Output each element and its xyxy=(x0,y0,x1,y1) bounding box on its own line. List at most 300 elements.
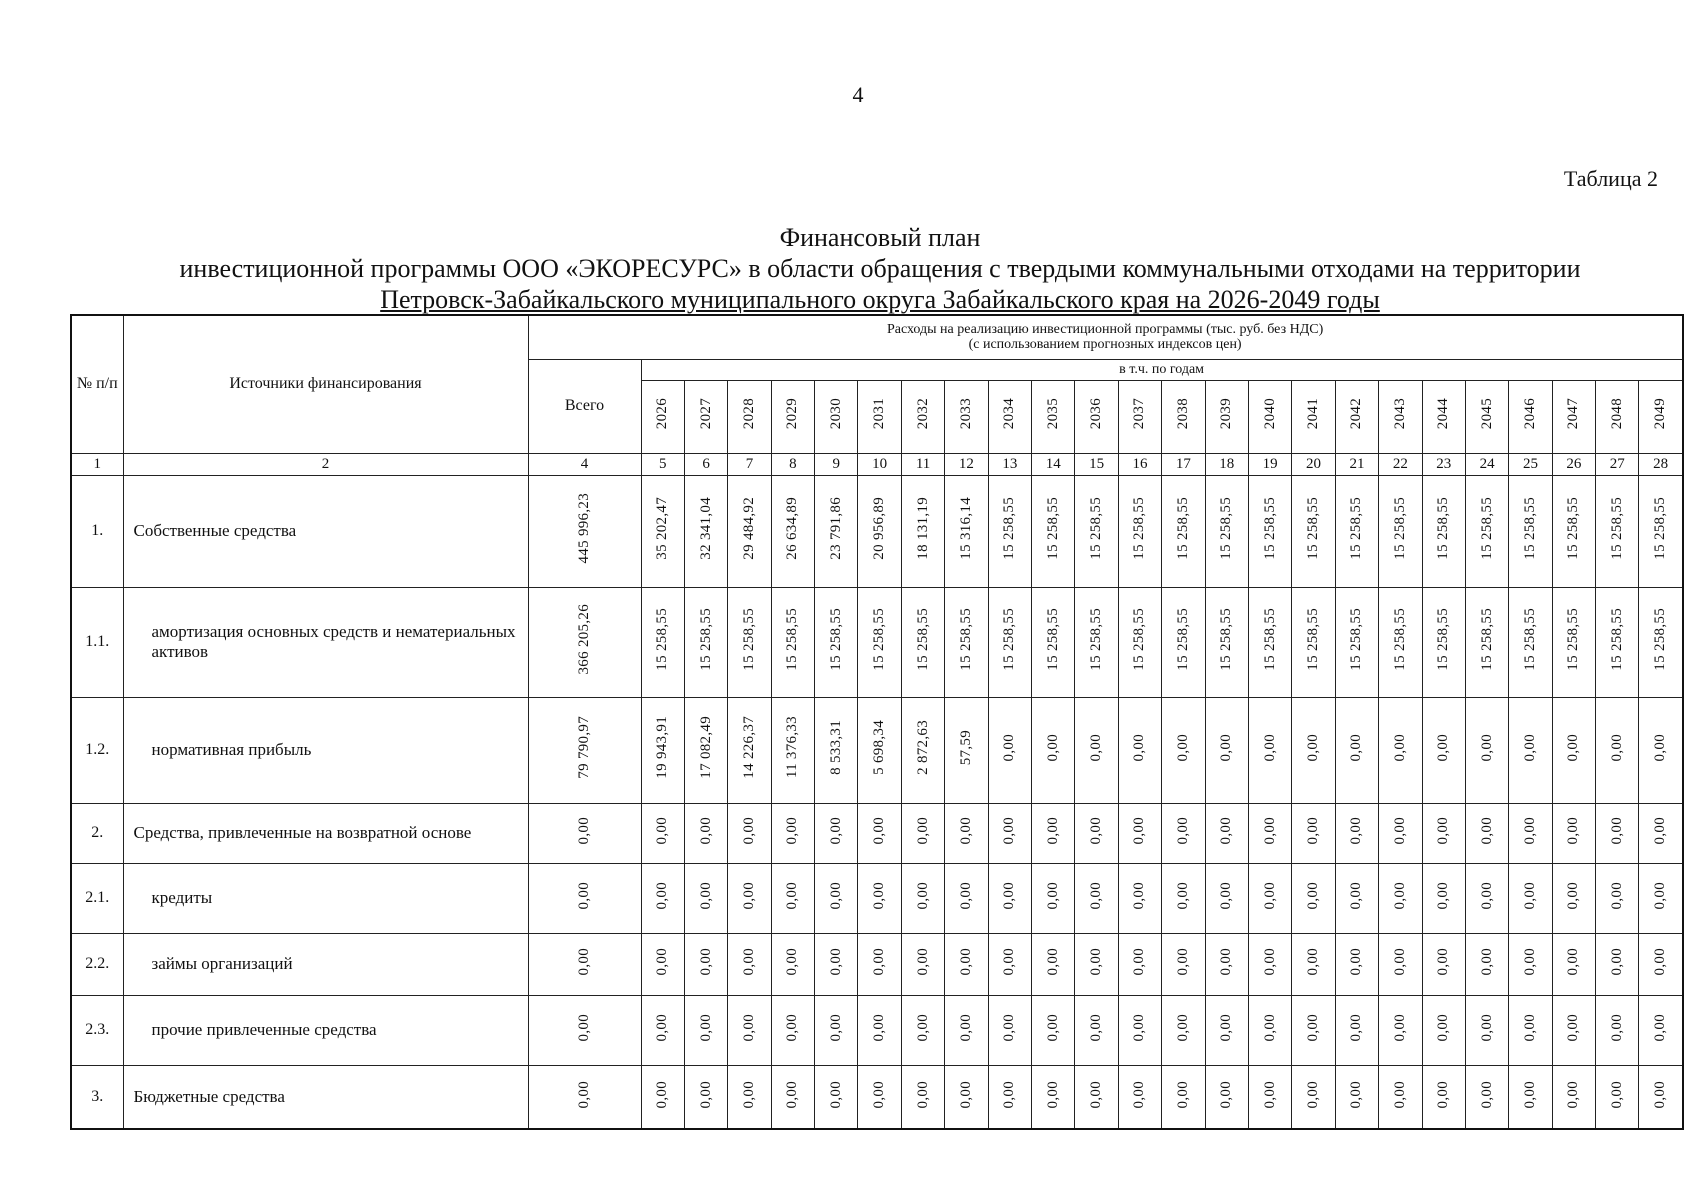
year-value: 15 258,55 xyxy=(1391,608,1408,671)
column-index: 24 xyxy=(1465,453,1508,475)
year-value-cell xyxy=(1248,933,1291,995)
year-label: 2033 xyxy=(957,398,974,430)
column-index: 22 xyxy=(1379,453,1422,475)
year-value: 15 258,55 xyxy=(1218,608,1235,671)
year-label: 2042 xyxy=(1348,398,1365,430)
year-value: 15 258,55 xyxy=(1044,608,1061,671)
year-value-cell xyxy=(1162,803,1205,863)
year-value-cell xyxy=(1292,863,1335,933)
year-value-cell xyxy=(1465,587,1508,697)
year-value-cell xyxy=(1075,995,1118,1065)
year-value: 0,00 xyxy=(1044,881,1061,910)
year-value: 0,00 xyxy=(1565,733,1582,762)
year-value: 0,00 xyxy=(1348,733,1365,762)
year-value-cell xyxy=(1639,933,1683,995)
year-value-cell xyxy=(1552,587,1595,697)
year-value-cell xyxy=(1509,995,1552,1065)
column-index: 4 xyxy=(528,453,641,475)
year-value-cell xyxy=(771,587,814,697)
year-value-cell xyxy=(988,475,1031,587)
year-value: 0,00 xyxy=(1261,1080,1278,1108)
year-value-cell xyxy=(1205,475,1248,587)
year-value-cell xyxy=(641,995,684,1065)
year-value: 0,00 xyxy=(1305,881,1322,910)
year-value-cell xyxy=(1075,697,1118,803)
row-total xyxy=(528,995,641,1065)
year-value: 0,00 xyxy=(1478,816,1495,845)
column-index: 8 xyxy=(771,453,814,475)
year-value: 5 698,34 xyxy=(871,720,888,775)
year-header-2047 xyxy=(1552,380,1595,453)
year-value-cell xyxy=(1465,1065,1508,1129)
row-number: 1.1. xyxy=(71,587,123,697)
year-value-cell xyxy=(1465,933,1508,995)
year-value: 0,00 xyxy=(1305,1013,1322,1042)
row-total-value: 366 205,26 xyxy=(576,604,592,675)
row-source-name: займы организаций xyxy=(123,933,528,995)
row-source-name: Собственные средства xyxy=(123,475,528,587)
year-value-cell xyxy=(771,933,814,995)
year-value-cell xyxy=(1335,933,1378,995)
year-label: 2041 xyxy=(1305,398,1322,430)
year-value-cell xyxy=(1639,1065,1683,1129)
year-value: 0,00 xyxy=(1565,947,1582,976)
year-value: 0,00 xyxy=(784,1013,801,1042)
column-index: 15 xyxy=(1075,453,1118,475)
year-value: 15 258,55 xyxy=(1001,497,1018,560)
year-label: 2028 xyxy=(740,398,757,430)
year-value: 0,00 xyxy=(1261,1013,1278,1042)
year-value: 0,00 xyxy=(914,881,931,910)
column-index: 6 xyxy=(684,453,727,475)
year-value-cell xyxy=(945,933,988,995)
year-value: 0,00 xyxy=(1044,816,1061,845)
year-label: 2038 xyxy=(1174,398,1191,430)
year-value-cell xyxy=(1335,1065,1378,1129)
year-value-cell xyxy=(1248,697,1291,803)
year-value-cell xyxy=(1118,587,1161,697)
year-value-cell xyxy=(771,803,814,863)
year-value: 0,00 xyxy=(1218,733,1235,762)
year-header-2036 xyxy=(1075,380,1118,453)
year-value: 0,00 xyxy=(1478,881,1495,910)
year-value: 0,00 xyxy=(1478,1013,1495,1042)
year-value: 0,00 xyxy=(1001,733,1018,762)
year-value: 0,00 xyxy=(1478,733,1495,762)
year-value: 0,00 xyxy=(1174,881,1191,910)
year-value: 57,59 xyxy=(957,729,974,766)
year-value-cell xyxy=(1292,803,1335,863)
year-label: 2027 xyxy=(697,398,714,430)
year-value-cell xyxy=(1335,995,1378,1065)
year-value-cell xyxy=(1075,1065,1118,1129)
year-value: 0,00 xyxy=(784,816,801,845)
year-value: 0,00 xyxy=(1174,816,1191,845)
year-value: 0,00 xyxy=(697,881,714,910)
year-value: 15 258,55 xyxy=(1652,608,1669,671)
row-number: 2.1. xyxy=(71,863,123,933)
year-value-cell xyxy=(728,587,771,697)
year-value: 15 258,55 xyxy=(957,608,974,671)
year-value-cell xyxy=(945,1065,988,1129)
document-title xyxy=(0,222,1690,315)
year-value-cell xyxy=(1118,697,1161,803)
year-label: 2040 xyxy=(1261,398,1278,430)
year-header-2031 xyxy=(858,380,901,453)
year-value-cell xyxy=(1596,1065,1639,1129)
table-row xyxy=(71,803,1683,863)
year-value-cell xyxy=(1032,697,1075,803)
year-label: 2036 xyxy=(1088,398,1105,430)
column-index: 25 xyxy=(1509,453,1552,475)
year-value-cell xyxy=(1162,863,1205,933)
year-value: 0,00 xyxy=(1652,881,1669,910)
year-value: 0,00 xyxy=(1522,1080,1538,1108)
year-value-cell xyxy=(728,995,771,1065)
year-value-cell xyxy=(1032,803,1075,863)
year-value-cell xyxy=(1596,995,1639,1065)
year-value-cell xyxy=(1465,803,1508,863)
year-value: 0,00 xyxy=(1131,1013,1148,1042)
year-value-cell xyxy=(1509,863,1552,933)
year-value: 15 258,55 xyxy=(1261,497,1278,560)
year-value: 0,00 xyxy=(1001,816,1018,845)
row-number: 1.2. xyxy=(71,697,123,803)
year-value-cell xyxy=(815,803,858,863)
year-header-2042 xyxy=(1335,380,1378,453)
column-index: 18 xyxy=(1205,453,1248,475)
year-value: 0,00 xyxy=(654,1013,671,1042)
year-value: 0,00 xyxy=(740,947,757,976)
year-value: 15 316,14 xyxy=(957,497,974,560)
year-label: 2046 xyxy=(1522,398,1538,430)
column-index-row xyxy=(71,453,1683,475)
year-value: 15 258,55 xyxy=(1522,497,1538,560)
year-value-cell xyxy=(988,697,1031,803)
year-value: 18 131,19 xyxy=(914,497,931,560)
year-value: 0,00 xyxy=(871,1080,888,1108)
year-value: 0,00 xyxy=(1522,1013,1538,1042)
year-label: 2037 xyxy=(1131,398,1148,430)
year-label: 2029 xyxy=(784,398,801,430)
year-value: 0,00 xyxy=(654,881,671,910)
table-row xyxy=(71,995,1683,1065)
year-value-cell xyxy=(1118,863,1161,933)
row-total xyxy=(528,587,641,697)
year-value-cell xyxy=(1422,863,1465,933)
year-value: 0,00 xyxy=(1305,1080,1322,1108)
year-value: 0,00 xyxy=(1044,947,1061,976)
year-value: 0,00 xyxy=(1522,733,1538,762)
year-value-cell xyxy=(1422,803,1465,863)
row-total xyxy=(528,863,641,933)
year-value-cell xyxy=(1596,475,1639,587)
year-value: 15 258,55 xyxy=(871,608,888,671)
year-value: 0,00 xyxy=(1522,947,1538,976)
year-value: 0,00 xyxy=(654,947,671,976)
year-value: 0,00 xyxy=(1522,816,1538,845)
year-value: 15 258,55 xyxy=(1001,608,1018,671)
year-value-cell xyxy=(988,933,1031,995)
year-value: 0,00 xyxy=(1435,733,1452,762)
year-value-cell xyxy=(1162,475,1205,587)
year-value-cell xyxy=(901,863,944,933)
year-value: 0,00 xyxy=(697,1080,714,1108)
year-value: 15 258,55 xyxy=(914,608,931,671)
year-value-cell xyxy=(1292,933,1335,995)
year-value-cell xyxy=(1465,697,1508,803)
year-value: 0,00 xyxy=(1174,733,1191,762)
year-value-cell xyxy=(728,697,771,803)
year-value: 0,00 xyxy=(1218,881,1235,910)
year-value-cell xyxy=(945,697,988,803)
year-value-cell xyxy=(1639,863,1683,933)
row-total xyxy=(528,697,641,803)
year-value: 0,00 xyxy=(1001,947,1018,976)
year-value-cell xyxy=(945,587,988,697)
row-total-value: 0,00 xyxy=(576,947,592,976)
year-value: 0,00 xyxy=(1261,816,1278,845)
year-value: 0,00 xyxy=(1088,881,1105,910)
year-value: 15 258,55 xyxy=(1652,497,1669,560)
year-value: 15 258,55 xyxy=(697,608,714,671)
year-value: 0,00 xyxy=(1088,733,1105,762)
year-value: 0,00 xyxy=(1348,881,1365,910)
year-value-cell xyxy=(1335,475,1378,587)
year-value-cell xyxy=(901,1065,944,1129)
year-value-cell xyxy=(1639,697,1683,803)
row-number: 1. xyxy=(71,475,123,587)
row-total-value: 79 790,97 xyxy=(576,716,592,779)
year-value: 0,00 xyxy=(827,1013,844,1042)
year-label: 2034 xyxy=(1001,398,1018,430)
column-index: 21 xyxy=(1335,453,1378,475)
year-value-cell xyxy=(815,1065,858,1129)
year-value-cell xyxy=(858,995,901,1065)
year-value-cell xyxy=(1379,475,1422,587)
year-value: 0,00 xyxy=(1174,1080,1191,1108)
column-index: 26 xyxy=(1552,453,1595,475)
row-total-value: 0,00 xyxy=(576,1080,592,1108)
year-value: 0,00 xyxy=(1608,816,1625,845)
year-value-cell xyxy=(1552,863,1595,933)
year-value-cell xyxy=(1292,995,1335,1065)
year-value-cell xyxy=(1248,803,1291,863)
year-header-2032 xyxy=(901,380,944,453)
year-value-cell xyxy=(684,1065,727,1129)
year-value-cell xyxy=(1205,933,1248,995)
row-total-value: 0,00 xyxy=(576,881,592,910)
year-value-cell xyxy=(1032,587,1075,697)
year-value-cell xyxy=(728,475,771,587)
year-value-cell xyxy=(1639,995,1683,1065)
year-value-cell xyxy=(641,587,684,697)
year-value-cell xyxy=(1596,863,1639,933)
year-value: 15 258,55 xyxy=(1261,608,1278,671)
year-value-cell xyxy=(641,475,684,587)
column-index: 12 xyxy=(945,453,988,475)
year-value: 15 258,55 xyxy=(1088,497,1105,560)
year-value: 0,00 xyxy=(1348,816,1365,845)
year-value: 0,00 xyxy=(1044,733,1061,762)
year-value-cell xyxy=(1032,1065,1075,1129)
table-row xyxy=(71,475,1683,587)
year-value-cell xyxy=(1422,475,1465,587)
year-value-cell xyxy=(1552,475,1595,587)
year-header-2035 xyxy=(1032,380,1075,453)
year-value-cell xyxy=(1509,1065,1552,1129)
year-value: 15 258,55 xyxy=(1565,497,1582,560)
year-value-cell xyxy=(945,995,988,1065)
year-value-cell xyxy=(684,863,727,933)
year-value: 0,00 xyxy=(1131,816,1148,845)
year-value: 0,00 xyxy=(1435,1080,1452,1108)
year-value: 0,00 xyxy=(1088,816,1105,845)
column-index: 10 xyxy=(858,453,901,475)
year-value-cell xyxy=(1032,863,1075,933)
year-value-cell xyxy=(1422,587,1465,697)
year-value: 0,00 xyxy=(871,1013,888,1042)
financial-plan-table xyxy=(70,314,1684,1130)
year-value: 15 258,55 xyxy=(1522,608,1538,671)
year-value-cell xyxy=(1379,697,1422,803)
year-value: 0,00 xyxy=(1218,947,1235,976)
year-value-cell xyxy=(1292,475,1335,587)
row-source-name: прочие привлеченные средства xyxy=(123,995,528,1065)
column-index: 23 xyxy=(1422,453,1465,475)
year-value: 15 258,55 xyxy=(1391,497,1408,560)
row-source-name: амортизация основных средств и нематериальных активов xyxy=(123,587,528,697)
year-value: 0,00 xyxy=(697,947,714,976)
year-value: 0,00 xyxy=(1131,733,1148,762)
year-value-cell xyxy=(1162,587,1205,697)
year-value: 0,00 xyxy=(1218,1080,1235,1108)
year-value: 0,00 xyxy=(784,1080,801,1108)
year-header-2043 xyxy=(1379,380,1422,453)
year-value: 0,00 xyxy=(1348,1013,1365,1042)
year-value: 15 258,55 xyxy=(1218,497,1235,560)
year-value: 0,00 xyxy=(784,881,801,910)
year-header-2040 xyxy=(1248,380,1291,453)
year-value: 15 258,55 xyxy=(1088,608,1105,671)
year-value: 15 258,55 xyxy=(1348,497,1365,560)
year-value-cell xyxy=(1639,475,1683,587)
year-value: 0,00 xyxy=(740,1080,757,1108)
year-value: 0,00 xyxy=(914,1080,931,1108)
year-value-cell xyxy=(1292,587,1335,697)
year-value-cell xyxy=(1162,933,1205,995)
year-header-2038 xyxy=(1162,380,1205,453)
year-value-cell xyxy=(641,803,684,863)
year-value: 0,00 xyxy=(871,947,888,976)
year-value: 0,00 xyxy=(1131,881,1148,910)
year-value-cell xyxy=(1248,1065,1291,1129)
year-value-cell xyxy=(1118,475,1161,587)
year-value-cell xyxy=(858,587,901,697)
year-header-2027 xyxy=(684,380,727,453)
year-value: 0,00 xyxy=(957,1013,974,1042)
year-value-cell xyxy=(1552,995,1595,1065)
title-line-2: инвестиционной программы ООО «ЭКОРЕСУРС» в области обращения с твердыми коммунальными отходами на территории xyxy=(179,254,1581,283)
year-value-cell xyxy=(684,995,727,1065)
year-value: 0,00 xyxy=(1608,881,1625,910)
year-label: 2043 xyxy=(1391,398,1408,430)
year-value-cell xyxy=(988,587,1031,697)
year-header-2029 xyxy=(771,380,814,453)
year-value: 15 258,55 xyxy=(1131,608,1148,671)
year-value-cell xyxy=(1422,697,1465,803)
year-value-cell xyxy=(1422,1065,1465,1129)
year-value: 0,00 xyxy=(1391,1080,1408,1108)
year-value: 0,00 xyxy=(1652,947,1669,976)
year-header-2026 xyxy=(641,380,684,453)
table-row xyxy=(71,587,1683,697)
column-index: 19 xyxy=(1248,453,1291,475)
year-value: 0,00 xyxy=(1174,947,1191,976)
year-value-cell xyxy=(1596,803,1639,863)
year-value-cell xyxy=(1205,697,1248,803)
year-value-cell xyxy=(1335,803,1378,863)
col-source-header: Источники финансирования xyxy=(123,315,528,453)
year-header-2039 xyxy=(1205,380,1248,453)
year-value: 15 258,55 xyxy=(1478,497,1495,560)
year-value-cell xyxy=(1205,587,1248,697)
year-value: 32 341,04 xyxy=(697,497,714,560)
year-value: 0,00 xyxy=(1391,947,1408,976)
year-value-cell xyxy=(1075,587,1118,697)
year-value-cell xyxy=(771,1065,814,1129)
year-value-cell xyxy=(1422,995,1465,1065)
column-index: 7 xyxy=(728,453,771,475)
year-value-cell xyxy=(728,933,771,995)
year-value-cell xyxy=(1639,587,1683,697)
year-value-cell xyxy=(1248,587,1291,697)
year-value-cell xyxy=(988,803,1031,863)
year-header-2049 xyxy=(1639,380,1683,453)
year-label: 2049 xyxy=(1652,398,1669,430)
year-value-cell xyxy=(858,803,901,863)
title-line-1: Финансовый план xyxy=(779,223,981,252)
year-header-2037 xyxy=(1118,380,1161,453)
year-value: 0,00 xyxy=(957,1080,974,1108)
year-value-cell xyxy=(1465,863,1508,933)
column-index: 5 xyxy=(641,453,684,475)
year-value: 15 258,55 xyxy=(740,608,757,671)
year-value-cell xyxy=(1032,995,1075,1065)
year-header-2028 xyxy=(728,380,771,453)
year-value-cell xyxy=(1509,803,1552,863)
year-value-cell xyxy=(858,1065,901,1129)
year-value-cell xyxy=(988,1065,1031,1129)
year-value-cell xyxy=(1509,587,1552,697)
row-total-value: 445 996,23 xyxy=(576,493,592,564)
row-total xyxy=(528,1065,641,1129)
year-value-cell xyxy=(1465,995,1508,1065)
year-value-cell xyxy=(771,995,814,1065)
year-value: 0,00 xyxy=(1131,947,1148,976)
year-value: 0,00 xyxy=(1218,816,1235,845)
year-value-cell xyxy=(1596,697,1639,803)
year-value: 23 791,86 xyxy=(827,497,844,560)
year-value-cell xyxy=(945,863,988,933)
column-index: 14 xyxy=(1032,453,1075,475)
year-value: 0,00 xyxy=(1391,881,1408,910)
year-value-cell xyxy=(1379,995,1422,1065)
year-value: 0,00 xyxy=(1608,733,1625,762)
year-value-cell xyxy=(1205,1065,1248,1129)
expenses-header-line2: (с использованием прогнозных индексов цен) xyxy=(968,337,1242,353)
year-value-cell xyxy=(1118,933,1161,995)
